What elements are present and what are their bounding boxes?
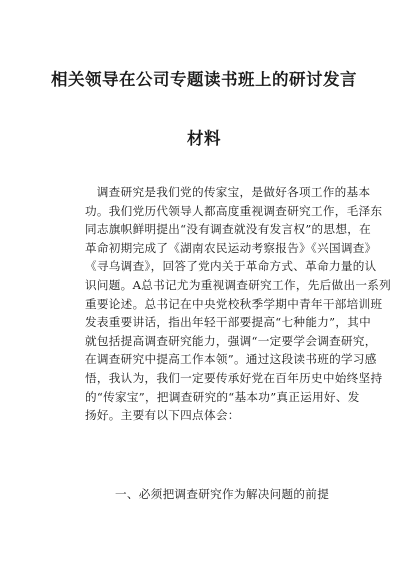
paragraph-line: 悟，我认为，我们一定要传承好党在百年历史中始终坚持 [85,370,383,385]
paragraph-line: 扬好。主要有以下四点体会： [85,408,240,423]
paragraph-line: 革命初期完成了《湖南农民运动考察报告》《兴国调查》 [85,240,377,255]
paragraph-line: 就包括提高调查研究能力，强调“一定要学会调查研究， [85,333,377,348]
paragraph-line: 发表重要讲话，指出年轻干部要提高“七种能力”，其中 [85,315,372,330]
body-paragraph [73,183,392,425]
document-title-line-1: 相关领导在公司专题读书班上的研讨发言 [51,70,357,89]
paragraph-line: 调查研究是我们党的传家宝，是做好各项工作的基本 [73,185,371,199]
paragraph-line: 功。我们党历代领导人都高度重视调查研究工作，毛泽东 [85,203,383,218]
paragraph-line: 《寻乌调查》，回答了党内关于革命方式、革命力量的认 [85,259,377,274]
document-title-line-2: 材料 [187,129,221,148]
paragraph-line: 的“传家宝”，把调查研究的“基本功”真正运用好、发 [85,389,360,404]
paragraph-line: 在调查研究中提高工作本领”。通过这段读书班的学习感 [85,352,377,367]
paragraph-line: 同志旗帜鲜明提出“没有调查就没有发言权”的思想，在 [85,222,372,237]
paragraph-line: 识问题。A总书记尤为重视调查研究工作，先后做出一系列 [85,277,392,292]
paragraph-line: 重要论述。总书记在中央党校秋季学期中青年干部培训班 [85,296,383,311]
section-heading: 一、必须把调查研究作为解决问题的前提 [115,487,330,501]
